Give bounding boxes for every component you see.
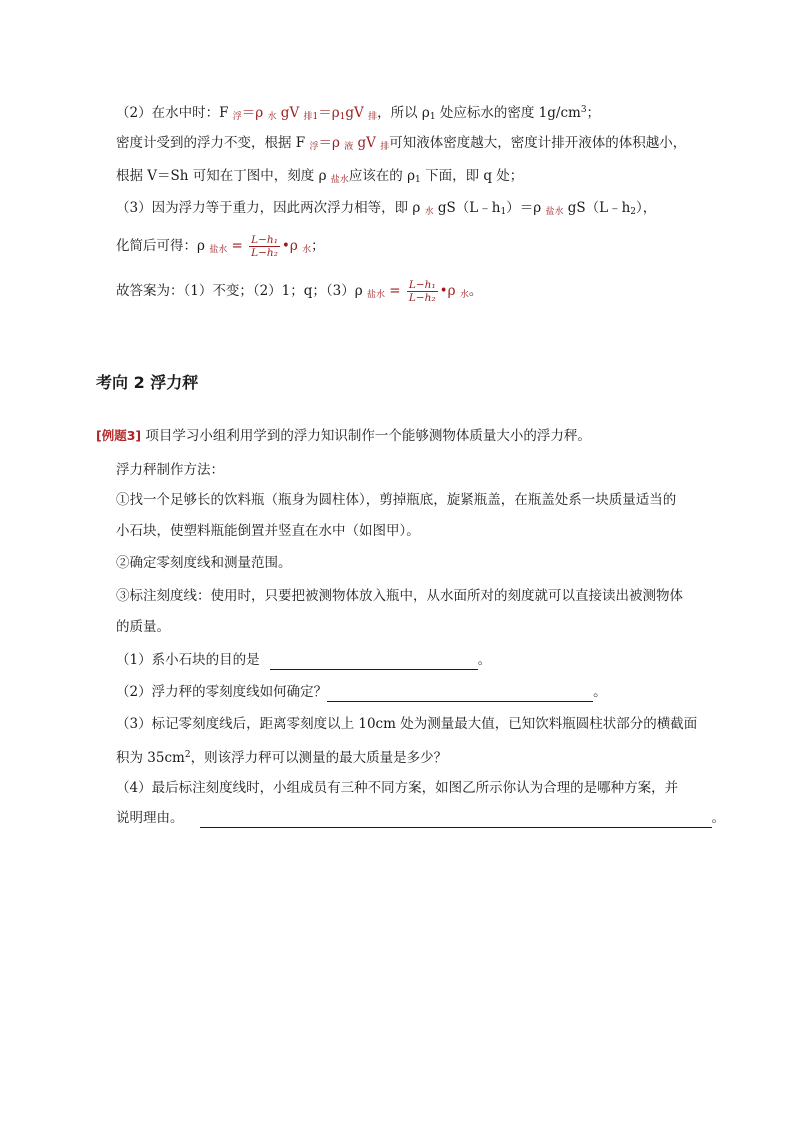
answer-line-6: 故答案为：（1）不变；（2）1；q；（3）ρ $_{盐水}$ = $\frac{\text{L−h₁}}{\text{L−h₂}}$ •ρ $_水$。 xyxy=(116,279,483,304)
example-tag: [例题3] xyxy=(96,428,142,443)
step-1-line-b: 小石块，使塑料瓶能倒置并竖直在水中（如图甲）。 xyxy=(116,523,420,539)
answer-line-3: 根据 V＝Sh 可知在丁图中，刻度 ρ $_{盐水}$应该在的 $\rho_1$ 下面，即 q 处； xyxy=(116,168,524,185)
section-heading: 考向 2 浮力秤 xyxy=(96,373,199,392)
question-1: （1）系小石块的目的是 。 xyxy=(116,652,492,668)
fraction-formula-2: $\frac{\text{L−h₁}}{\text{L−h₂}}$ xyxy=(408,279,436,304)
answer-blank-4[interactable] xyxy=(200,813,712,828)
question-4-line-b: 说明理由。 。 xyxy=(116,810,725,826)
step-1-line-a: ①找一个足够长的饮料瓶（瓶身为圆柱体），剪掉瓶底，旋紧瓶盖，在瓶盖处系一块质量适当的 xyxy=(116,492,677,508)
step-3-line-a: ③标注刻度线：使用时，只要把被测物体放入瓶中，从水面所对的刻度就可以直接读出被测物体 xyxy=(116,588,683,604)
example-intro: [例题3] 项目学习小组利用学到的浮力知识制作一个能够测物体质量大小的浮力秤。 xyxy=(96,428,591,444)
question-2: （2）浮力秤的零刻度线如何确定？ 。 xyxy=(116,684,607,700)
question-3-line-a: （3）标记零刻度线后，距离零刻度以上 10cm 处为测量最大值，已知饮料瓶圆柱状部分的横截面 xyxy=(116,716,698,732)
answer-blank-2[interactable] xyxy=(327,687,593,702)
question-3-line-b: 积为 $35cm^2$，则该浮力秤可以测量的最大质量是多少？ xyxy=(116,750,448,766)
answer-line-1: （2）在水中时：F $_浮$＝ρ $_水$ gV $_{排1}=\rho_1gV$ $_排$，所以 $\rho_1$ 处应标水的密度 $1g/cm^3$； xyxy=(116,105,601,122)
answer-line-5: 化简后可得：ρ $_{盐水}$ = $\frac{\text{L−h₁}}{\text{L−h₂}}$ •ρ $_水$； xyxy=(116,234,325,259)
method-title: 浮力秤制作方法： xyxy=(116,462,224,478)
answer-blank-1[interactable] xyxy=(270,655,478,670)
step-3-line-b: 的质量。 xyxy=(116,619,170,635)
answer-line-4: （3）因为浮力等于重力，因此两次浮力相等，即 ρ $_水$ $gS(L﹣h_1)=\rho$ $_{盐水}$ $gS(L﹣h_2)$， xyxy=(116,200,657,217)
question-4-line-a: （4）最后标注刻度线时，小组成员有三种不同方案，如图乙所示你认为合理的是哪种方案，并 xyxy=(116,780,679,796)
answer-line-2: 密度计受到的浮力不变，根据 F $_浮$＝ρ $_液$ gV $_排$可知液体密度越大，密度计排开液体的体积越小， xyxy=(116,135,687,152)
fraction-formula-1: $\frac{\text{L−h₁}}{\text{L−h₂}}$ xyxy=(251,234,278,259)
step-2: ②确定零刻度线和测量范围。 xyxy=(116,555,292,571)
